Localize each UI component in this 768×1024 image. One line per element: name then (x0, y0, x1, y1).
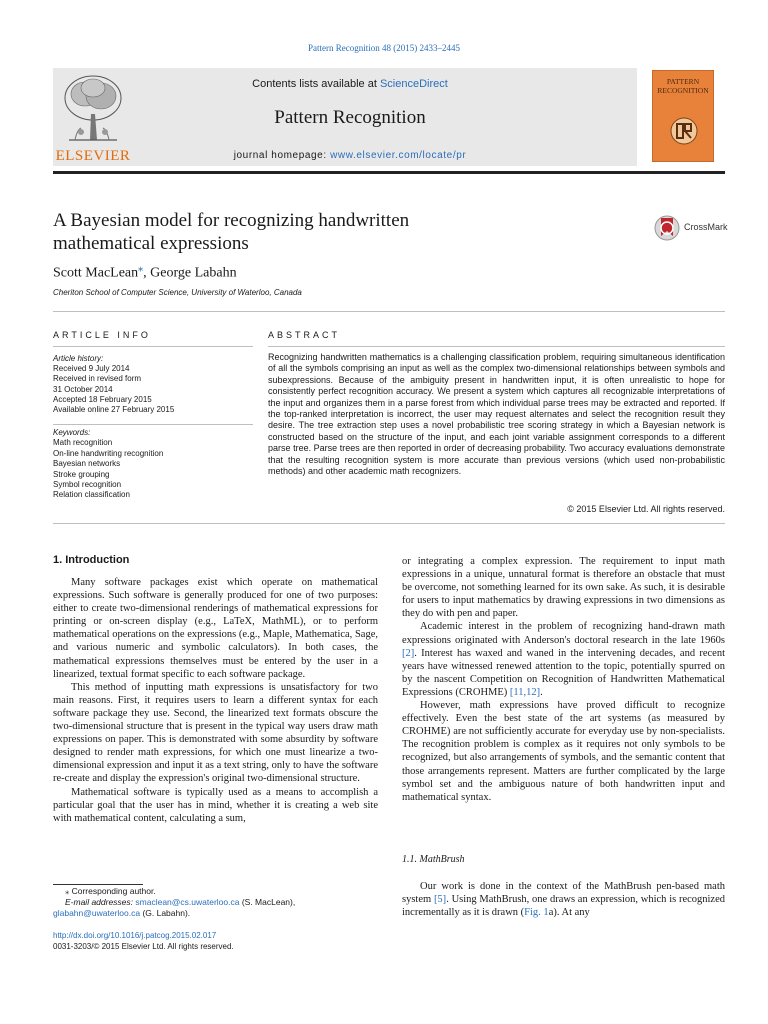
body-paragraph (402, 620, 725, 699)
email-addresses-continued (53, 908, 378, 919)
title-divider (53, 311, 725, 312)
body-paragraph: This method of inputting math expressions is unsatisfactory for two main reasons. First, it requires users to learn a different syntax for each software package they use. Second, the linearized text formats obscure the two-dimensional structure that is present in the typical way users draw math expressions on paper. This is demonstrated with some absurdity by software designed to render math expressions, for which one must linearize a two-dimensional expression and input it as a text string, only to have the software re-create and display the expression's original two-dimensional structure. (53, 681, 378, 785)
elsevier-tree-icon (61, 74, 125, 148)
paper-title-line1: A Bayesian model for recognizing handwritten (53, 210, 410, 231)
abstract-heading: ABSTRACT (268, 330, 341, 340)
history-label: Article history: (53, 354, 104, 363)
issn-copyright: 0031-3203/© 2015 Elsevier Ltd. All rights reserved. (53, 941, 234, 951)
reference-link[interactable]: [2] (402, 647, 415, 659)
email-owner: (S. MacLean), (239, 897, 296, 907)
abstract-divider (268, 346, 725, 347)
body-paragraph (402, 880, 725, 919)
body-column-left (53, 576, 378, 825)
journal-homepage-line (140, 150, 560, 161)
crossmark-badge[interactable] (654, 214, 734, 242)
keywords-label: Keywords: (53, 428, 91, 437)
cover-title-line1: PATTERN (666, 77, 700, 86)
journal-cover-thumbnail[interactable] (652, 70, 714, 162)
body-column-right (402, 555, 725, 804)
contents-available-line (140, 78, 560, 90)
body-text: . Using MathBrush, one draws an expression, which is recognized incrementally as it is drawn ( (402, 894, 726, 919)
paper-title-line2: mathematical expressions (53, 233, 249, 254)
body-text: Many software packages exist which operate on mathematical expressions. Such software is generally produced for one of two purposes: either to create two-dimensional renderings of mathematical expressions for printing or on-screen display (e.g., (53, 577, 378, 628)
journal-homepage-link[interactable]: www.elsevier.com/locate/pr (330, 150, 467, 161)
body-text: a). At any (548, 907, 590, 919)
history-item: Received 9 July 2014 (53, 364, 130, 374)
author-name-2: , George Labahn (143, 265, 237, 281)
elsevier-wordmark: ELSEVIER (55, 148, 131, 164)
sciencedirect-link[interactable]: ScienceDirect (379, 78, 448, 90)
reference-link[interactable]: [11,12] (509, 686, 541, 698)
email-link[interactable]: glabahn@uwaterloo.ca (53, 908, 141, 918)
elsevier-logo[interactable] (53, 74, 133, 166)
email-owner: (G. Labahn). (140, 908, 191, 918)
corresponding-author-note (53, 886, 378, 897)
footnote (53, 886, 378, 919)
doi-link[interactable]: http://dx.doi.org/10.1016/j.patcog.2015.02.017 (53, 931, 217, 940)
body-text: Our work is done in the context of the MathBrush pen-based math system (402, 881, 725, 906)
doi-block (53, 931, 378, 952)
corresponding-author-mark[interactable]: ⁎ (138, 263, 144, 274)
affiliation: Cheriton School of Computer Science, University of Waterloo, Canada (53, 288, 302, 297)
crossmark-icon (654, 214, 680, 242)
article-info-heading: ARTICLE INFO (53, 330, 151, 340)
front-matter-divider (53, 523, 725, 524)
footnote-text: Corresponding author. (69, 886, 156, 896)
history-item: Accepted 18 February 2015 (53, 394, 152, 404)
reference-link[interactable]: [5] (433, 894, 447, 906)
cover-title (653, 77, 713, 95)
body-paragraph: or integrating a complex expression. The requirement to input math expressions in a unique, unnatural format is therefore an obstacle that must be overcome, not something learned for its own sake. As such, it is desirable for users to input mathematics by drawing expressions in two dimensions as they do with pen and paper. (402, 556, 725, 620)
body-column-right-continued (402, 880, 725, 919)
subsection-heading-mathbrush: 1.1. MathBrush (402, 854, 465, 865)
history-item: Available online 27 February 2015 (53, 405, 175, 415)
latex-logo: LaTeX (223, 616, 253, 628)
history-item: Received in revised form (53, 374, 142, 384)
body-text: Academic interest in the problem of recognizing hand-drawn math expressions originated with Anderson's doctoral research in the late 1960s (402, 621, 725, 646)
keyword: Symbol recognition (53, 480, 122, 490)
body-text: . Interest has waxed and waned in the intervening decades, and recent years have witnessed renewed attention to the topic, potentially spurred on by the nascent Competition on Recognition of Handwritten Mathematical Expressions (CROHME) (402, 647, 725, 698)
body-paragraph: Mathematical software is typically used as a means to accomplish a particular goal that the user has in mind, whether it is creating a web site with mathematical content, calculating a sum, (53, 786, 378, 824)
cover-title-line2: RECOGNITION (657, 86, 709, 95)
paper-title (53, 209, 573, 255)
keyword: Stroke grouping (53, 469, 110, 479)
author-list (53, 263, 237, 282)
body-paragraph: However, math expressions have proved difficult to recognize effectively. Even the best state of the art systems (as measured by CROHME) are not sufficiently accurate for everyday use by non-specialists. The recognition problem is complex as it requires not only symbols to be recognized, but also arrangements of symbols, and the semantic content that those arrangements represent. Matters are further complicated by the large symbol set and the ambiguous nature of both handwritten input and mathematical syntax. (402, 700, 725, 803)
email-link[interactable]: smaclean@cs.uwaterloo.ca (135, 897, 240, 907)
contents-prefix: Contents lists available at (252, 78, 380, 90)
keyword: On-line handwriting recognition (53, 448, 164, 458)
section-heading-introduction: 1. Introduction (53, 554, 130, 566)
abstract-copyright: © 2015 Elsevier Ltd. All rights reserved. (567, 504, 725, 514)
article-info-divider (53, 346, 253, 347)
homepage-prefix: journal homepage: (233, 150, 331, 161)
keywords-divider (53, 424, 253, 425)
email-label: E-mail addresses: (65, 897, 136, 907)
body-paragraph (53, 576, 378, 681)
keyword: Bayesian networks (53, 459, 121, 469)
journal-name: Pattern Recognition (274, 107, 426, 128)
footnote-divider (53, 884, 143, 885)
email-addresses (53, 897, 378, 908)
keywords-list (53, 428, 253, 501)
header-divider (53, 171, 725, 174)
journal-citation-link[interactable]: Pattern Recognition 48 (2015) 2433–2445 (308, 43, 460, 53)
footnote-mark: ⁎ (65, 886, 70, 896)
history-item: 31 October 2014 (53, 384, 113, 394)
body-text: , MathML), or to perform mathematical operations on the expressions (e.g., Maple, Mathematica, Sage, and various numeric and symbolic calculators). In both cases, the mathematical expressions themselves must be entered by the user in a linearized, textual format specific to each software package. (53, 616, 378, 680)
figure-link[interactable]: Fig. 1 (524, 907, 549, 919)
cover-emblem-icon (670, 117, 698, 145)
keyword: Relation classification (53, 490, 130, 500)
author-name: Scott MacLean (53, 265, 139, 281)
crossmark-label: CrossMark (684, 222, 728, 232)
article-history (53, 354, 253, 415)
body-text: . (540, 686, 543, 698)
abstract-text: Recognizing handwritten mathematics is a challenging classification problem, requiring simultaneous identification of all the symbols comprising an input as well as the complex two-dimensional relationships between symbols and subexpressions. Because of the ambiguity present in handwritten input, it is often unrealistic to hope for consistently perfect recognition accuracy. We present a system which captures all recognizable interpretations of the input and organizes them in a parse forest from which individual parse trees may be extracted and reported. If the top-ranked interpretation is incorrect, the user may request alternates and select the recognition result they desire. The tree extraction step uses a novel probabilistic tree scoring strategy in which a Bayesian network is constructed based on the structure of the input, and each joint variable assignment corresponds to a different parse tree. Parse trees are then reported in order of decreasing probability. Two accuracy evaluations demonstrate that the resulting recognition system is more accurate than previous versions (which used non-probabilistic methods) and other academic math recognizers. (268, 352, 725, 477)
keyword: Math recognition (53, 438, 113, 448)
